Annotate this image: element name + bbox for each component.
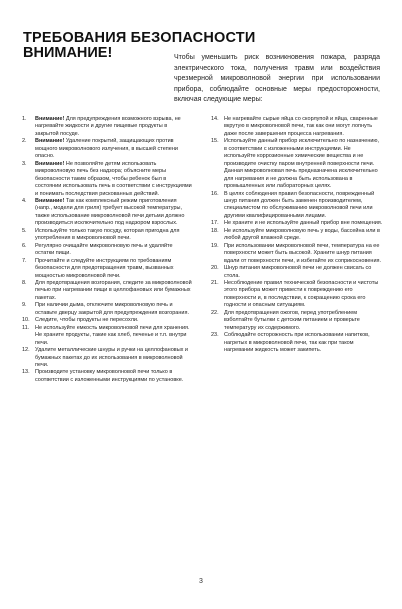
list-item (22, 198, 192, 228)
item-number: 3. (22, 160, 27, 167)
item-keyword: Внимание! (35, 160, 65, 167)
item-text (224, 265, 383, 280)
item-text (35, 161, 192, 198)
item-body: Для предотвращения возгорания, следите за микроволновой печью при нагревании пищи в целлофановых или бумажных пакетах. (35, 279, 192, 301)
item-number: 10. (22, 317, 30, 324)
item-body: В целях соблюдения правил безопасности, поврежденный шнур питания должен быть заменен производителем, специалистом по обслуживанию микроволновой печи или другими квалифицированными лицами. (224, 190, 375, 219)
item-text (224, 310, 383, 332)
item-text (35, 302, 192, 317)
item-text (35, 228, 192, 243)
item-text (35, 317, 192, 324)
item-body: Следите, чтобы продукты не пересохли. (35, 317, 139, 324)
item-number: 16. (211, 190, 219, 197)
item-number: 14. (211, 116, 219, 122)
item-number: 20. (211, 265, 219, 272)
item-number: 2. (22, 138, 27, 145)
item-body: Прочитайте и следуйте инструкциям по требованиям безопасности для предотвращения травм, вызванных мощностью микроволновой печи. (35, 257, 174, 279)
list-item (211, 265, 383, 280)
item-body: Соблюдайте осторожность при использовании напитков, нагретых в микроволновой печи, так как при таком нагревании жидкость может закипеть. (224, 332, 370, 354)
item-number: 5. (22, 227, 27, 234)
item-text (35, 116, 192, 138)
item-number: 4. (22, 197, 27, 204)
list-item (211, 220, 383, 227)
item-body: Производите установку микроволновой печи только в соответствии с изложенными инструкциями по установке. (35, 369, 184, 383)
item-keyword: Внимание! (35, 116, 65, 122)
list-item (211, 138, 383, 190)
item-body: Удалите металлические шнуры и ручки на целлофановых и бумажных пакетах до их использования в микроволновой печи. (35, 347, 188, 368)
list-item (211, 332, 383, 354)
item-number: 6. (22, 242, 27, 249)
list-item (22, 258, 192, 280)
item-number: 19. (211, 242, 219, 249)
list-item (211, 310, 383, 332)
list-item (22, 243, 192, 258)
list-item (22, 228, 192, 243)
item-body: Используйте только такую посуду, которая пригодна для употребления в микроволновой печи. (35, 227, 180, 242)
item-number: 8. (22, 279, 27, 286)
list-item (211, 228, 383, 243)
item-text (35, 325, 192, 347)
item-text (35, 280, 192, 302)
item-text (35, 347, 192, 369)
left-column (22, 116, 192, 384)
item-body: При наличии дыма, отключите микроволновую печь и оставьте дверцу закрытой для предупреждения возгорания. (35, 302, 189, 316)
page-number: 3 (199, 578, 203, 585)
right-column (211, 116, 383, 355)
item-text (224, 138, 383, 190)
item-text (35, 258, 192, 280)
list-item (22, 369, 192, 384)
item-body: Не позволяйте детям использовать микроволновую печь без надзора; объясните меры безопасности таким образом, чтобы ребенок был в состоянии использовать печь в соответствии с инструкциями и понимать последствия рискованных действий. (35, 160, 192, 197)
list-item (211, 116, 383, 138)
list-item (22, 347, 192, 369)
item-number: 23. (211, 332, 219, 339)
item-text (224, 280, 383, 310)
item-text (224, 116, 383, 138)
item-body: При использовании микроволновой печи, температура на ее поверхности может быть высокой. Храните шнур питания вдали от поверхности печи, и избегайте их соприкосновения. (224, 242, 382, 264)
item-text (35, 243, 192, 258)
item-number: 11. (22, 324, 30, 331)
item-body: Регулярно очищайте микроволновую печь и удаляйте остатки пищи. (35, 242, 173, 257)
list-item (211, 243, 383, 265)
warning-heading: ВНИМАНИЕ! (23, 45, 113, 61)
item-body: Так как комплексный режим приготовления (напр., модели для гриля) требует высокой температуры, также использование микроволновой печи детьми должно производиться исключительно под надзором взрослых. (35, 197, 185, 227)
list-item (22, 161, 192, 198)
item-body: Не храните и не используйте данный прибор вне помещения. (224, 220, 383, 227)
item-body: Не нагревайте сырые яйца со скорлупой и яйца, сваренные вкрутую в микроволновой печи, так как они могут лопнуть даже после завершения процесса нагревания. (224, 116, 378, 137)
list-item (22, 325, 192, 347)
item-number: 13. (22, 369, 30, 376)
item-text (224, 191, 383, 221)
list-item (211, 280, 383, 310)
list-item (22, 280, 192, 302)
item-body: Несоблюдение правил технической безопасности и чистоты этого прибора может привести к повреждению его поверхности и, в последствии, к сокращению срока его годности и опасным ситуациям. (224, 279, 379, 309)
page-title: ТРЕБОВАНИЯ БЕЗОПАСНОСТИ (23, 30, 256, 46)
item-body: Для предупреждения возможного взрыва, не нагревайте жидкости и другие пищевые продукты в закрытой посуде. (35, 116, 181, 137)
item-text (224, 332, 383, 354)
item-text (224, 228, 383, 243)
item-number: 22. (211, 309, 219, 316)
item-keyword: Внимание! (35, 197, 65, 204)
item-body: Используйте данный прибор исключительно по назначению, в соответствии с изложенными инструкциями. Не используйте коррозионные химические вещества и не производите очистку паром внутренней поверхности печи. Данная микроволновая печь предназначена исключительно для нагревания и не должна быть использована в промышленных или лабораторных целях. (224, 138, 380, 190)
item-body: Удаление покрытий, защищающих против мощного микроволнового излучения, в высшей степени опасно. (35, 138, 178, 160)
item-number: 21. (211, 279, 219, 286)
list-item (22, 116, 192, 138)
item-number: 15. (211, 138, 219, 145)
item-number: 12. (22, 347, 30, 354)
item-body: Шнур питания микроволновой печи не должен свисать со стола. (224, 265, 372, 279)
list-item (22, 317, 192, 324)
list-item (211, 191, 383, 221)
item-number: 18. (211, 227, 219, 234)
item-text (35, 369, 192, 384)
item-body: Для предотвращения ожогов, перед употреблением взболтайте бутылки с детским питанием и проверьте температуру их содержимого. (224, 309, 360, 331)
item-number: 1. (22, 116, 27, 122)
item-body: Не используйте емкость микроволновой печи для хранения. Не храните продукты, такие как хлеб, печенье и т.п. внутри печи. (35, 324, 190, 346)
list-item (22, 138, 192, 160)
item-text (35, 138, 192, 160)
list-item (22, 302, 192, 317)
item-body: Не используйте микроволновую печь у воды, бассейна или в любой другой влажной среде. (224, 227, 380, 242)
item-number: 17. (211, 220, 219, 227)
item-keyword: Внимание! (35, 138, 65, 145)
item-text (35, 198, 192, 228)
item-text (224, 220, 383, 227)
item-number: 7. (22, 257, 27, 264)
item-text (224, 243, 383, 265)
intro-paragraph: Чтобы уменьшить риск возникновения пожара, разряда электрического тока, получения травм или воздействия чрезмерной микроволновой энергии при использовании прибора, соблюдайте основные меры предосторожности, включая следующие меры: (174, 54, 380, 104)
item-number: 9. (22, 302, 27, 309)
